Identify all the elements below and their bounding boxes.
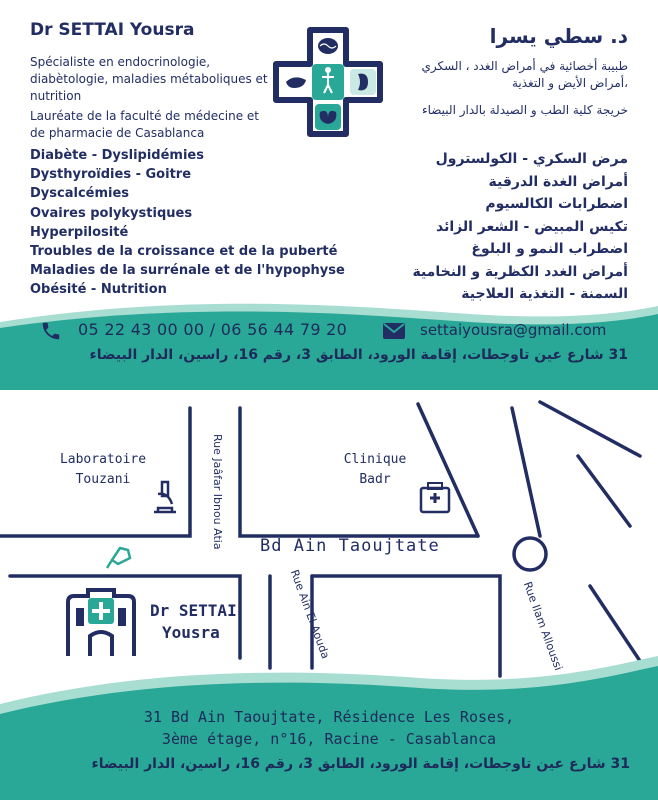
logo-name-line2: Yousra <box>162 623 220 642</box>
phone-icon <box>40 320 62 342</box>
doctor-name-fr: Dr SETTAI Yousra <box>30 20 195 40</box>
brain-icon <box>318 38 338 54</box>
map-road-diagonal-2 <box>512 408 540 536</box>
business-card-front <box>0 0 658 390</box>
conditions-list-ar <box>338 148 628 306</box>
graduate-ar: خريجة كلية الطب و الصيدلة بالدار البيضاء <box>421 103 628 117</box>
condition-item-ar: تكيس المبيض - الشعر الزائد <box>435 218 628 235</box>
condition-item-fr: Dysthyroïdies - Goitre <box>30 167 192 183</box>
address-fr <box>0 706 658 750</box>
condition-item-ar: السمنة - التغذية العلاجية <box>461 286 628 302</box>
condition-item-fr: Troubles de la croissance et de la puberté <box>30 244 338 260</box>
lab-label-line2: Touzani <box>75 472 131 487</box>
condition-item-fr: Maladies de la surrénale et de l'hypophyse <box>30 263 345 279</box>
condition-item-fr: Dyscalcémies <box>30 186 130 202</box>
condition-item-fr: Obésité - Nutrition <box>30 282 167 298</box>
laureate-fr: Lauréate de la faculté de médecine et de pharmacie de Casablanca <box>30 109 259 140</box>
condition-item-ar: اضطرابات الكالسيوم <box>485 196 628 212</box>
map-pin-icon <box>104 538 138 572</box>
street-jaafar-label: Rue Jaâfar Ibnou Atia <box>211 434 224 550</box>
front-wave-band <box>0 300 658 390</box>
address-ar-front: 31 شارع عين تاوجطات، إقامة الورود، الطابق 3، رقم 16، راسين، الدار البيضاء <box>89 347 628 363</box>
condition-item-ar: مرض السكري - الكولسترول <box>435 151 628 167</box>
lab-label-line1: Laboratoire <box>59 452 147 467</box>
email-icon <box>382 322 406 340</box>
business-card-back <box>0 396 658 800</box>
conditions-list-fr <box>30 146 345 300</box>
email-address[interactable]: settaiyousra@gmail.com <box>420 321 607 339</box>
specialty-ar: طبيبة أخصائية في أمراض الغدد ، السكري ،أمراض الأيض و التغذية <box>421 59 628 90</box>
clinic-building-logo <box>62 586 140 658</box>
condition-item-ar: أمراض الغدد الكظرية و النخامية <box>412 263 628 280</box>
logo-doctor-name <box>150 600 237 644</box>
clinic-label-line1: Clinique <box>343 452 407 467</box>
clinic-label-line2: Badr <box>359 472 391 487</box>
street-ilam-label: Rue Ilam Alloussi <box>520 580 565 673</box>
condition-item-fr: Diabète - Dyslipidémies <box>30 148 204 163</box>
microscope-icon <box>148 480 180 516</box>
condition-item-fr: Hyperpilosité <box>30 224 129 240</box>
lab-label <box>48 450 158 490</box>
map-road-diagonal-3 <box>578 456 630 526</box>
logo-name-line1: Dr SETTAI <box>150 601 237 620</box>
medical-cross-logo <box>272 26 384 138</box>
street-ain-el-aouda-label: Rue Ain El Aouda <box>287 568 333 661</box>
specialty-fr: Spécialiste en endocrinologie, diabètologie, maladies métaboliques et nutrition <box>30 55 268 103</box>
clinic-label <box>320 450 430 490</box>
roundabout <box>514 538 546 570</box>
condition-item-ar: أمراض الغدة الدرقية <box>488 173 628 190</box>
address-fr-line1: 31 Bd Ain Taoujtate, Résidence Les Roses, <box>143 708 515 726</box>
hospital-icon <box>418 480 452 514</box>
address-ar-back: 31 شارع عين تاوجطات، إقامة الورود، الطابق 3، رقم 16، راسين، الدار البيضاء <box>91 756 630 772</box>
map-road-diagonal-4 <box>540 402 640 456</box>
pancreas-icon <box>286 77 306 88</box>
condition-item-ar: اضطراب النمو و البلوغ <box>471 241 628 257</box>
doctor-name-ar: د. سطي يسرا <box>489 24 628 48</box>
condition-item-fr: Ovaires polykystiques <box>30 205 193 221</box>
address-fr-line2: 3ème étage, n°16, Racine - Casablanca <box>161 730 497 748</box>
phone-numbers[interactable]: 05 22 43 00 00 / 06 56 44 79 20 <box>78 320 348 339</box>
boulevard-label: Bd Ain Taoujtate <box>260 536 440 556</box>
